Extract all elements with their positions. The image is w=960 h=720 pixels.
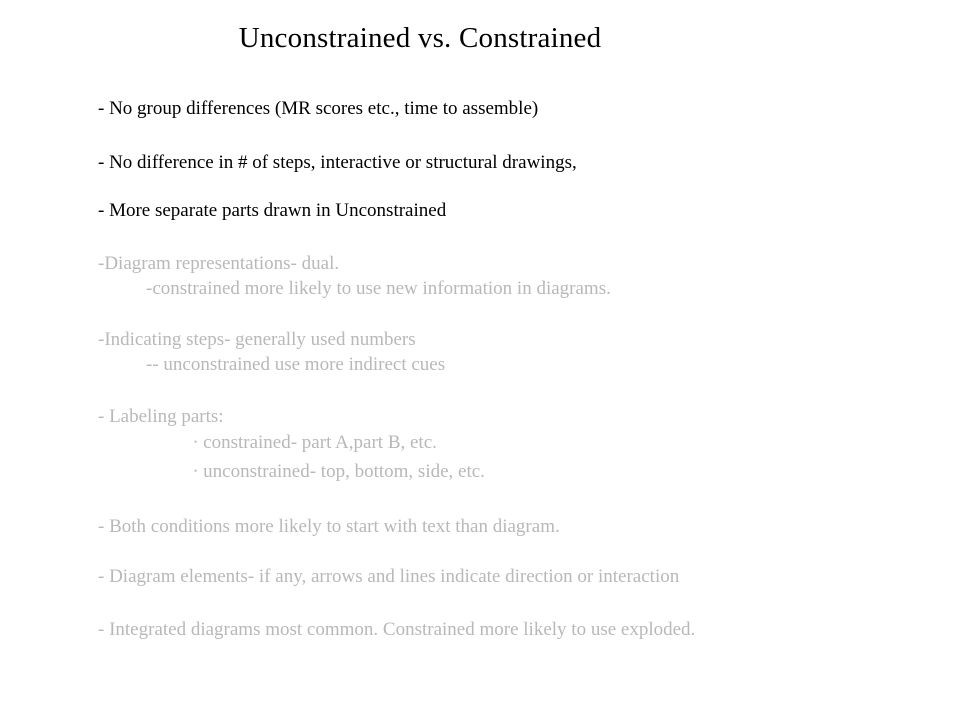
subpoint-indirect-cues: -- unconstrained use more indirect cues <box>146 354 446 375</box>
point-diagram-representations: -Diagram representations- dual. <box>98 253 340 274</box>
bullet-text-unconstrained: unconstrained- top, bottom, side, etc. <box>203 461 485 482</box>
point-indicating-steps: -Indicating steps- generally used numbers <box>98 329 416 350</box>
bullet-icon: • <box>194 466 198 476</box>
point-start-with-text: - Both conditions more likely to start with text than diagram. <box>98 516 560 537</box>
bullet-text-constrained: constrained- part A,part B, etc. <box>203 432 437 453</box>
point-integrated-diagrams: - Integrated diagrams most common. Constrained more likely to use exploded. <box>98 619 696 640</box>
point-diagram-elements: - Diagram elements- if any, arrows and lines indicate direction or interaction <box>98 566 680 587</box>
bullet-icon: • <box>194 437 198 447</box>
point-no-group-differences: - No group differences (MR scores etc., time to assemble) <box>98 98 539 119</box>
bullet-item-constrained <box>194 431 437 454</box>
point-separate-parts: - More separate parts drawn in Unconstrained <box>98 200 447 221</box>
point-no-difference-steps: - No difference in # of steps, interactive or structural drawings, <box>98 152 577 173</box>
point-labeling-parts: - Labeling parts: <box>98 406 224 427</box>
subpoint-constrained-new-info: -constrained more likely to use new information in diagrams. <box>146 278 611 299</box>
bullet-item-unconstrained <box>194 460 485 483</box>
slide-title: Unconstrained vs. Constrained <box>238 22 602 54</box>
